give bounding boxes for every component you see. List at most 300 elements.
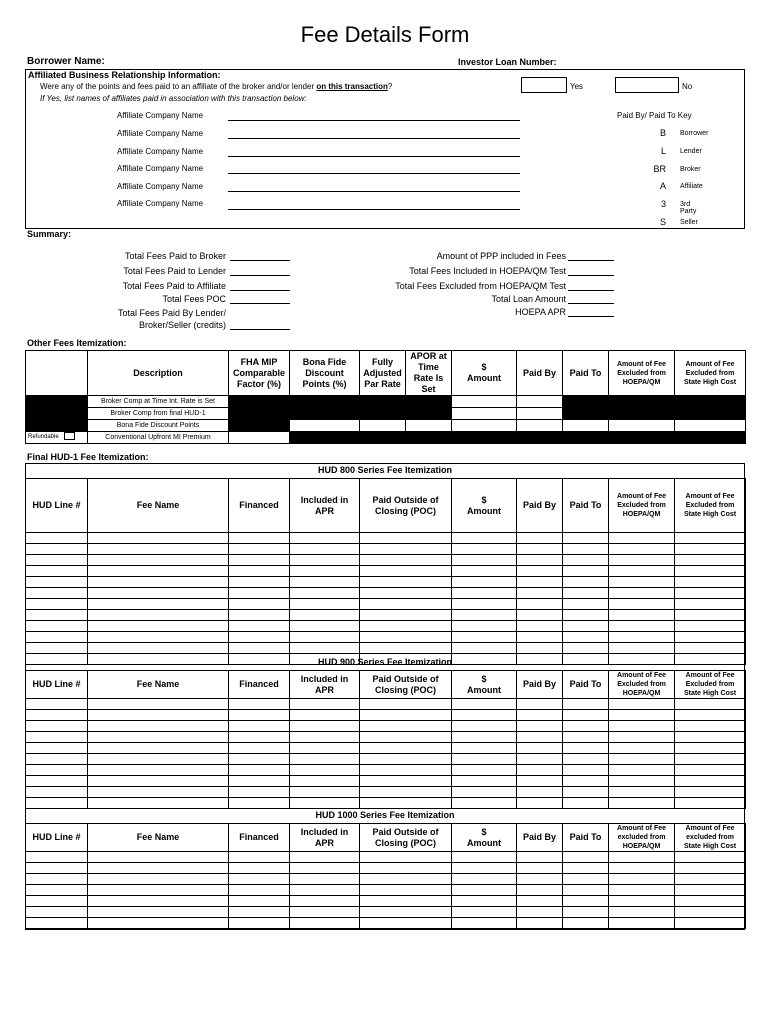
summary-excluded-field[interactable] — [568, 290, 614, 291]
included-apr-cell[interactable] — [290, 555, 360, 566]
hud-line-cell[interactable] — [26, 544, 88, 555]
amount-cell[interactable] — [452, 599, 517, 610]
paid-by-cell[interactable] — [517, 643, 563, 654]
fee-name-cell[interactable] — [88, 896, 229, 907]
fee-name-cell[interactable] — [88, 621, 229, 632]
included-apr-cell[interactable] — [290, 907, 360, 918]
financed-cell[interactable] — [229, 577, 290, 588]
affiliate-company-field-3[interactable] — [228, 156, 520, 157]
hud-line-cell[interactable] — [26, 533, 88, 544]
poc-cell[interactable] — [360, 787, 452, 798]
excl-state-cell[interactable] — [675, 765, 746, 776]
included-apr-cell[interactable] — [290, 874, 360, 885]
excl-hoepa-cell[interactable] — [609, 566, 675, 577]
paid-to-cell[interactable] — [563, 885, 609, 896]
amount-cell[interactable] — [452, 787, 517, 798]
fee-name-cell[interactable] — [88, 863, 229, 874]
fee-name-cell[interactable] — [88, 787, 229, 798]
paid-to-cell[interactable] — [563, 533, 609, 544]
poc-cell[interactable] — [360, 566, 452, 577]
poc-cell[interactable] — [360, 699, 452, 710]
hud-line-cell[interactable] — [26, 621, 88, 632]
included-apr-cell[interactable] — [290, 599, 360, 610]
excl-state-cell[interactable] — [675, 533, 746, 544]
poc-cell[interactable] — [360, 577, 452, 588]
paid-to-cell[interactable] — [563, 787, 609, 798]
amount-cell[interactable] — [452, 721, 517, 732]
included-apr-cell[interactable] — [290, 765, 360, 776]
fee-name-cell[interactable] — [88, 699, 229, 710]
poc-cell[interactable] — [360, 765, 452, 776]
excl-state-cell[interactable] — [675, 643, 746, 654]
fee-name-cell[interactable] — [88, 533, 229, 544]
excl-state-cell[interactable] — [675, 566, 746, 577]
paid-by-cell[interactable] — [517, 863, 563, 874]
fee-name-cell[interactable] — [88, 732, 229, 743]
poc-cell[interactable] — [360, 544, 452, 555]
paid-by-cell[interactable] — [517, 599, 563, 610]
summary-lender-field[interactable] — [230, 275, 290, 276]
excl-state-cell[interactable] — [675, 798, 746, 809]
paid-to-cell[interactable] — [563, 577, 609, 588]
paid-to-cell[interactable] — [563, 710, 609, 721]
summary-included-field[interactable] — [568, 275, 614, 276]
included-apr-cell[interactable] — [290, 533, 360, 544]
paid-by-cell[interactable] — [517, 743, 563, 754]
paid-to-cell[interactable] — [563, 907, 609, 918]
hud-line-cell[interactable] — [26, 765, 88, 776]
paid-to-cell[interactable] — [563, 776, 609, 787]
excl-hoepa-cell[interactable] — [609, 588, 675, 599]
financed-cell[interactable] — [229, 588, 290, 599]
amount-cell[interactable] — [452, 533, 517, 544]
financed-cell[interactable] — [229, 643, 290, 654]
excl-hoepa-cell[interactable] — [609, 765, 675, 776]
fee-name-cell[interactable] — [88, 566, 229, 577]
excl-hoepa-cell[interactable] — [609, 798, 675, 809]
fee-name-cell[interactable] — [88, 544, 229, 555]
poc-cell[interactable] — [360, 721, 452, 732]
financed-cell[interactable] — [229, 699, 290, 710]
hud-line-cell[interactable] — [26, 710, 88, 721]
paid-to-cell[interactable] — [563, 754, 609, 765]
included-apr-cell[interactable] — [290, 743, 360, 754]
summary-credits-field[interactable] — [230, 329, 290, 330]
hud-line-cell[interactable] — [26, 798, 88, 809]
included-apr-cell[interactable] — [290, 754, 360, 765]
amount-cell[interactable] — [452, 852, 517, 863]
paid-to-cell[interactable] — [563, 632, 609, 643]
included-apr-cell[interactable] — [290, 721, 360, 732]
paid-by-cell[interactable] — [517, 787, 563, 798]
paid-by-cell[interactable] — [517, 544, 563, 555]
paid-by-cell[interactable] — [517, 896, 563, 907]
paid-by-cell[interactable] — [517, 798, 563, 809]
paid-by-cell[interactable] — [517, 566, 563, 577]
yes-checkbox[interactable] — [521, 77, 567, 93]
excl-state-cell[interactable] — [675, 610, 746, 621]
included-apr-cell[interactable] — [290, 643, 360, 654]
paid-to-cell[interactable] — [563, 544, 609, 555]
amount-cell[interactable] — [452, 863, 517, 874]
amount-cell[interactable] — [452, 776, 517, 787]
paid-to-cell[interactable] — [563, 566, 609, 577]
financed-cell[interactable] — [229, 885, 290, 896]
paid-by-cell[interactable] — [517, 610, 563, 621]
fee-name-cell[interactable] — [88, 743, 229, 754]
excl-state-cell[interactable] — [675, 776, 746, 787]
fee-name-cell[interactable] — [88, 577, 229, 588]
affiliate-company-field-1[interactable] — [228, 120, 520, 121]
poc-cell[interactable] — [360, 776, 452, 787]
fee-name-cell[interactable] — [88, 555, 229, 566]
hud-line-cell[interactable] — [26, 776, 88, 787]
excl-hoepa-cell[interactable] — [609, 907, 675, 918]
included-apr-cell[interactable] — [290, 621, 360, 632]
financed-cell[interactable] — [229, 544, 290, 555]
hud-line-cell[interactable] — [26, 896, 88, 907]
fee-name-cell[interactable] — [88, 776, 229, 787]
included-apr-cell[interactable] — [290, 896, 360, 907]
summary-ppp-field[interactable] — [568, 260, 614, 261]
paid-by-cell[interactable] — [517, 776, 563, 787]
amount-cell[interactable] — [452, 577, 517, 588]
included-apr-cell[interactable] — [290, 632, 360, 643]
financed-cell[interactable] — [229, 566, 290, 577]
poc-cell[interactable] — [360, 874, 452, 885]
excl-state-cell[interactable] — [675, 743, 746, 754]
financed-cell[interactable] — [229, 732, 290, 743]
excl-state-cell[interactable] — [675, 577, 746, 588]
included-apr-cell[interactable] — [290, 918, 360, 929]
poc-cell[interactable] — [360, 907, 452, 918]
financed-cell[interactable] — [229, 533, 290, 544]
amount-cell[interactable] — [452, 621, 517, 632]
poc-cell[interactable] — [360, 852, 452, 863]
amount-cell[interactable] — [452, 907, 517, 918]
paid-by-cell[interactable] — [517, 732, 563, 743]
excl-hoepa-cell[interactable] — [609, 721, 675, 732]
excl-hoepa-cell[interactable] — [609, 918, 675, 929]
excl-hoepa-cell[interactable] — [609, 852, 675, 863]
excl-state-cell[interactable] — [675, 907, 746, 918]
paid-by-cell[interactable] — [517, 533, 563, 544]
poc-cell[interactable] — [360, 863, 452, 874]
hud-line-cell[interactable] — [26, 874, 88, 885]
fee-name-cell[interactable] — [88, 721, 229, 732]
hud-line-cell[interactable] — [26, 852, 88, 863]
financed-cell[interactable] — [229, 798, 290, 809]
paid-by-cell[interactable] — [517, 710, 563, 721]
included-apr-cell[interactable] — [290, 566, 360, 577]
excl-hoepa-cell[interactable] — [609, 885, 675, 896]
financed-cell[interactable] — [229, 710, 290, 721]
amount-cell[interactable] — [452, 544, 517, 555]
financed-cell[interactable] — [229, 599, 290, 610]
excl-state-cell[interactable] — [675, 863, 746, 874]
paid-to-cell[interactable] — [563, 643, 609, 654]
hud-line-cell[interactable] — [26, 588, 88, 599]
summary-broker-field[interactable] — [230, 260, 290, 261]
paid-to-cell[interactable] — [563, 599, 609, 610]
excl-hoepa-cell[interactable] — [609, 863, 675, 874]
paid-to-cell[interactable] — [563, 699, 609, 710]
hud-line-cell[interactable] — [26, 863, 88, 874]
paid-by-cell[interactable] — [517, 874, 563, 885]
excl-state-cell[interactable] — [675, 632, 746, 643]
fee-name-cell[interactable] — [88, 632, 229, 643]
paid-by-cell[interactable] — [517, 632, 563, 643]
included-apr-cell[interactable] — [290, 544, 360, 555]
included-apr-cell[interactable] — [290, 577, 360, 588]
excl-hoepa-cell[interactable] — [609, 874, 675, 885]
excl-hoepa-cell[interactable] — [609, 599, 675, 610]
poc-cell[interactable] — [360, 732, 452, 743]
excl-hoepa-cell[interactable] — [609, 621, 675, 632]
paid-by-cell[interactable] — [517, 699, 563, 710]
excl-state-cell[interactable] — [675, 544, 746, 555]
poc-cell[interactable] — [360, 918, 452, 929]
paid-to-cell[interactable] — [563, 852, 609, 863]
excl-hoepa-cell[interactable] — [609, 533, 675, 544]
excl-hoepa-cell[interactable] — [609, 743, 675, 754]
hud-line-cell[interactable] — [26, 732, 88, 743]
amount-cell[interactable] — [452, 765, 517, 776]
excl-hoepa-cell[interactable] — [609, 754, 675, 765]
paid-to-cell[interactable] — [563, 896, 609, 907]
poc-cell[interactable] — [360, 632, 452, 643]
paid-to-cell[interactable] — [563, 610, 609, 621]
excl-state-cell[interactable] — [675, 621, 746, 632]
hud-row — [26, 710, 746, 721]
affiliate-company-field-2[interactable] — [228, 138, 520, 139]
hud-line-cell[interactable] — [26, 632, 88, 643]
included-apr-cell[interactable] — [290, 610, 360, 621]
paid-to-cell[interactable] — [563, 863, 609, 874]
poc-cell[interactable] — [360, 710, 452, 721]
poc-cell[interactable] — [360, 643, 452, 654]
affiliate-company-field-4[interactable] — [228, 173, 520, 174]
fee-name-cell[interactable] — [88, 874, 229, 885]
poc-cell[interactable] — [360, 885, 452, 896]
poc-cell[interactable] — [360, 621, 452, 632]
fee-name-cell[interactable] — [88, 710, 229, 721]
excl-state-cell[interactable] — [675, 754, 746, 765]
excl-hoepa-cell[interactable] — [609, 632, 675, 643]
amount-cell[interactable] — [452, 798, 517, 809]
paid-to-cell[interactable] — [563, 555, 609, 566]
excl-state-cell[interactable] — [675, 699, 746, 710]
amount-cell[interactable] — [452, 566, 517, 577]
excl-state-cell[interactable] — [675, 874, 746, 885]
paid-to-cell[interactable] — [563, 732, 609, 743]
included-apr-cell[interactable] — [290, 710, 360, 721]
included-apr-cell[interactable] — [290, 852, 360, 863]
paid-by-cell[interactable] — [517, 907, 563, 918]
included-apr-cell[interactable] — [290, 776, 360, 787]
fee-name-cell[interactable] — [88, 907, 229, 918]
fee-name-cell[interactable] — [88, 918, 229, 929]
hud-line-cell[interactable] — [26, 918, 88, 929]
hud-line-cell[interactable] — [26, 907, 88, 918]
amount-cell[interactable] — [452, 896, 517, 907]
hud-line-cell[interactable] — [26, 643, 88, 654]
excl-state-cell[interactable] — [675, 896, 746, 907]
poc-cell[interactable] — [360, 599, 452, 610]
included-apr-cell[interactable] — [290, 863, 360, 874]
excl-hoepa-cell[interactable] — [609, 732, 675, 743]
excl-hoepa-cell[interactable] — [609, 643, 675, 654]
hud-line-cell[interactable] — [26, 721, 88, 732]
included-apr-cell[interactable] — [290, 699, 360, 710]
hud-line-cell[interactable] — [26, 743, 88, 754]
excl-state-cell[interactable] — [675, 918, 746, 929]
excl-state-cell[interactable] — [675, 555, 746, 566]
paid-to-cell[interactable] — [563, 874, 609, 885]
paid-to-cell[interactable] — [563, 918, 609, 929]
paid-by-cell[interactable] — [517, 621, 563, 632]
included-apr-cell[interactable] — [290, 885, 360, 896]
paid-by-cell[interactable] — [517, 885, 563, 896]
excl-state-cell[interactable] — [675, 787, 746, 798]
paid-to-cell[interactable] — [563, 765, 609, 776]
excl-state-cell[interactable] — [675, 599, 746, 610]
financed-cell[interactable] — [229, 863, 290, 874]
hud-line-cell[interactable] — [26, 577, 88, 588]
paid-to-cell[interactable] — [563, 743, 609, 754]
financed-cell[interactable] — [229, 874, 290, 885]
poc-cell[interactable] — [360, 743, 452, 754]
amount-cell[interactable] — [452, 632, 517, 643]
paid-to-cell[interactable] — [563, 721, 609, 732]
financed-cell[interactable] — [229, 896, 290, 907]
hud-line-cell[interactable] — [26, 885, 88, 896]
summary-poc-field[interactable] — [230, 303, 290, 304]
hud-line-cell[interactable] — [26, 566, 88, 577]
hud-line-cell[interactable] — [26, 610, 88, 621]
paid-by-cell[interactable] — [517, 852, 563, 863]
hud-line-cell[interactable] — [26, 754, 88, 765]
affiliate-company-field-6[interactable] — [228, 209, 520, 210]
poc-cell[interactable] — [360, 798, 452, 809]
amount-cell[interactable] — [452, 710, 517, 721]
financed-cell[interactable] — [229, 610, 290, 621]
included-apr-cell[interactable] — [290, 588, 360, 599]
amount-cell[interactable] — [452, 918, 517, 929]
hud-line-cell[interactable] — [26, 599, 88, 610]
fee-name-cell[interactable] — [88, 643, 229, 654]
financed-cell[interactable] — [229, 632, 290, 643]
financed-cell[interactable] — [229, 918, 290, 929]
paid-by-cell[interactable] — [517, 765, 563, 776]
paid-by-cell[interactable] — [517, 577, 563, 588]
poc-cell[interactable] — [360, 555, 452, 566]
amount-cell[interactable] — [452, 874, 517, 885]
paid-by-cell[interactable] — [517, 588, 563, 599]
paid-by-cell[interactable] — [517, 555, 563, 566]
financed-cell[interactable] — [229, 907, 290, 918]
poc-cell[interactable] — [360, 754, 452, 765]
fee-name-cell[interactable] — [88, 885, 229, 896]
financed-cell[interactable] — [229, 776, 290, 787]
excl-hoepa-cell[interactable] — [609, 699, 675, 710]
paid-by-cell[interactable] — [517, 754, 563, 765]
excl-hoepa-cell[interactable] — [609, 896, 675, 907]
excl-state-cell[interactable] — [675, 710, 746, 721]
fee-name-cell[interactable] — [88, 599, 229, 610]
excl-hoepa-cell[interactable] — [609, 555, 675, 566]
poc-cell[interactable] — [360, 588, 452, 599]
summary-affiliate-field[interactable] — [230, 290, 290, 291]
amount-cell[interactable] — [452, 555, 517, 566]
fee-name-cell[interactable] — [88, 852, 229, 863]
paid-to-cell[interactable] — [563, 621, 609, 632]
summary-apr-field[interactable] — [568, 316, 614, 317]
amount-cell[interactable] — [452, 610, 517, 621]
paid-by-cell[interactable] — [517, 918, 563, 929]
financed-cell[interactable] — [229, 754, 290, 765]
financed-cell[interactable] — [229, 555, 290, 566]
excl-hoepa-cell[interactable] — [609, 776, 675, 787]
included-apr-cell[interactable] — [290, 798, 360, 809]
fee-name-cell[interactable] — [88, 754, 229, 765]
paid-by-cell[interactable] — [517, 721, 563, 732]
paid-to-cell[interactable] — [563, 798, 609, 809]
amount-cell[interactable] — [452, 885, 517, 896]
affiliate-company-field-5[interactable] — [228, 191, 520, 192]
excl-state-cell[interactable] — [675, 885, 746, 896]
amount-cell[interactable] — [452, 754, 517, 765]
fee-name-cell[interactable] — [88, 610, 229, 621]
paid-to-cell[interactable] — [563, 588, 609, 599]
excl-hoepa-cell[interactable] — [609, 710, 675, 721]
poc-cell[interactable] — [360, 533, 452, 544]
excl-hoepa-cell[interactable] — [609, 577, 675, 588]
poc-cell[interactable] — [360, 610, 452, 621]
excl-state-cell[interactable] — [675, 721, 746, 732]
included-apr-cell[interactable] — [290, 787, 360, 798]
financed-cell[interactable] — [229, 743, 290, 754]
refundable-checkbox[interactable] — [64, 432, 75, 440]
amount-cell[interactable] — [452, 643, 517, 654]
included-apr-cell[interactable] — [290, 732, 360, 743]
amount-cell[interactable] — [452, 588, 517, 599]
fee-name-cell[interactable] — [88, 765, 229, 776]
excl-state-cell[interactable] — [675, 732, 746, 743]
hud-line-cell[interactable] — [26, 787, 88, 798]
summary-loan-field[interactable] — [568, 303, 614, 304]
financed-cell[interactable] — [229, 765, 290, 776]
financed-cell[interactable] — [229, 721, 290, 732]
excl-hoepa-cell[interactable] — [609, 544, 675, 555]
poc-cell[interactable] — [360, 896, 452, 907]
financed-cell[interactable] — [229, 621, 290, 632]
no-checkbox[interactable] — [615, 77, 679, 93]
excl-hoepa-cell[interactable] — [609, 610, 675, 621]
excl-hoepa-cell[interactable] — [609, 787, 675, 798]
excl-state-cell[interactable] — [675, 588, 746, 599]
amount-cell[interactable] — [452, 732, 517, 743]
hud-line-cell[interactable] — [26, 699, 88, 710]
financed-cell[interactable] — [229, 852, 290, 863]
hud-line-cell[interactable] — [26, 555, 88, 566]
amount-cell[interactable] — [452, 743, 517, 754]
fee-name-cell[interactable] — [88, 798, 229, 809]
excl-state-cell[interactable] — [675, 852, 746, 863]
fee-name-cell[interactable] — [88, 588, 229, 599]
amount-cell[interactable] — [452, 699, 517, 710]
financed-cell[interactable] — [229, 787, 290, 798]
